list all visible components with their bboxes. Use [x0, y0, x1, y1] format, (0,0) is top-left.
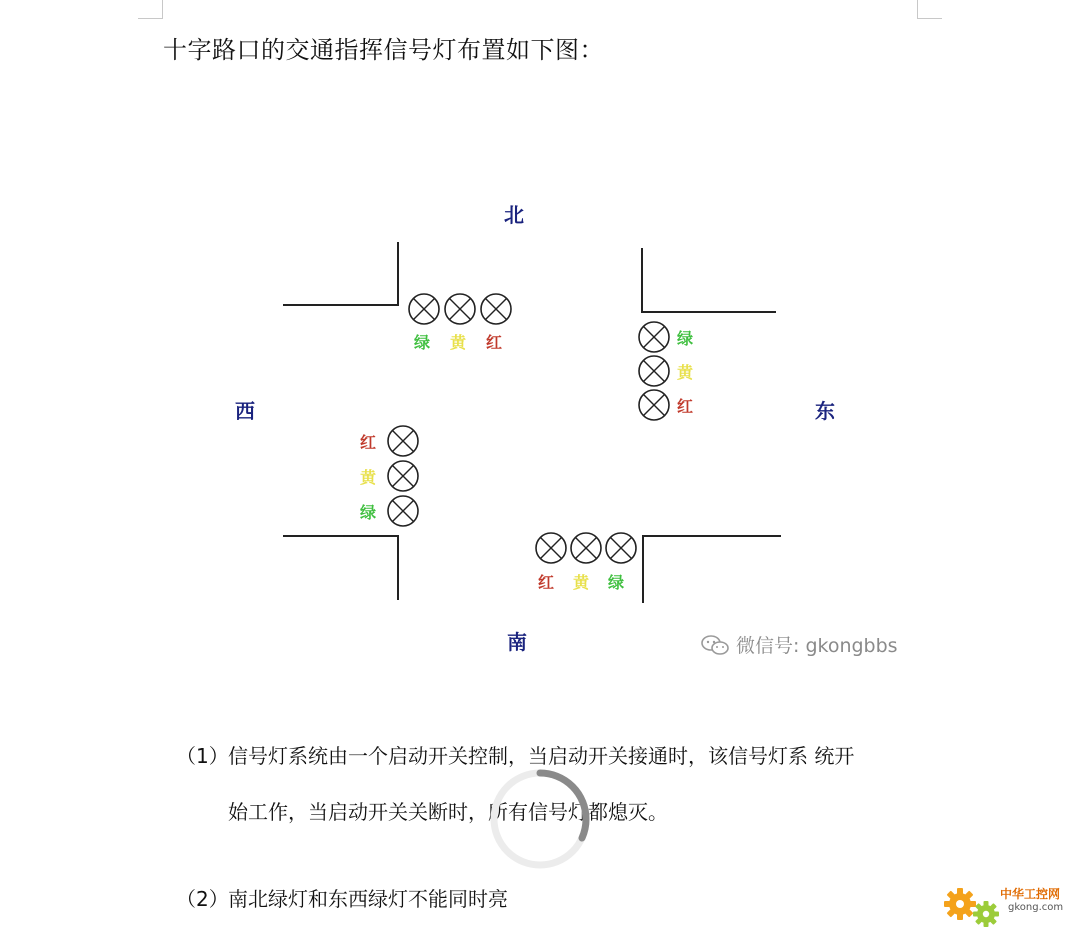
wechat-watermark — [700, 631, 898, 658]
list-item-2 — [176, 883, 508, 912]
lamp-east-yellow — [639, 356, 669, 386]
direction-west: 西 — [235, 399, 255, 423]
lamp-north-green — [409, 294, 439, 324]
road-curb-se — [643, 536, 781, 603]
lamp-label-east-green: 绿 — [676, 329, 694, 348]
list-item-number: （1） — [176, 744, 229, 768]
lamp-west-red — [388, 426, 418, 456]
direction-south: 南 — [507, 630, 527, 654]
lamp-label-east-red: 红 — [676, 397, 694, 416]
wechat-icon — [700, 633, 730, 657]
lamp-south-green — [606, 533, 636, 563]
logo-name: 中华工控网 — [1000, 887, 1061, 901]
lamp-label-north-red: 红 — [485, 333, 503, 352]
road-curb-nw — [283, 242, 398, 305]
lamp-label-west-red: 红 — [359, 433, 377, 452]
lamp-label-north-yellow: 黄 — [449, 333, 467, 352]
lamp-label-west-yellow: 黄 — [359, 468, 377, 487]
lamp-east-green — [639, 322, 669, 352]
lamp-south-red — [536, 533, 566, 563]
lamp-label-north-green: 绿 — [413, 333, 431, 352]
watermark-text: 微信号: gkongbbs — [736, 635, 898, 657]
loading-spinner-icon — [486, 765, 594, 873]
lamp-label-south-yellow: 黄 — [572, 573, 590, 592]
lamp-label-south-green: 绿 — [607, 573, 625, 592]
road-curb-sw — [283, 536, 398, 600]
lamp-south-yellow — [571, 533, 601, 563]
lamp-label-west-green: 绿 — [359, 503, 377, 522]
intro-text: 十字路口的交通指挥信号灯布置如下图： — [163, 36, 604, 64]
lamp-north-yellow — [445, 294, 475, 324]
road-curb-ne — [642, 248, 776, 312]
lamp-label-south-red: 红 — [537, 573, 555, 592]
list-item-text: 南北绿灯和东西绿灯不能同时亮 — [228, 887, 508, 911]
lamp-west-yellow — [388, 461, 418, 491]
direction-north: 北 — [504, 203, 524, 227]
lamp-east-red — [639, 390, 669, 420]
list-item-1-continued: 始工作，当启动开关关断时，所有信号灯都熄灭。 — [228, 800, 668, 824]
direction-east: 东 — [815, 399, 835, 423]
list-item-number: （2） — [176, 887, 229, 911]
lamp-label-east-yellow: 黄 — [676, 363, 694, 382]
lamp-north-red — [481, 294, 511, 324]
list-item-text: 信号灯系统由一个启动开关控制，当启动开关接通时，该信号灯系 统开 — [228, 744, 855, 768]
logo-url: gkong.com — [1008, 902, 1064, 913]
lamp-west-green — [388, 496, 418, 526]
